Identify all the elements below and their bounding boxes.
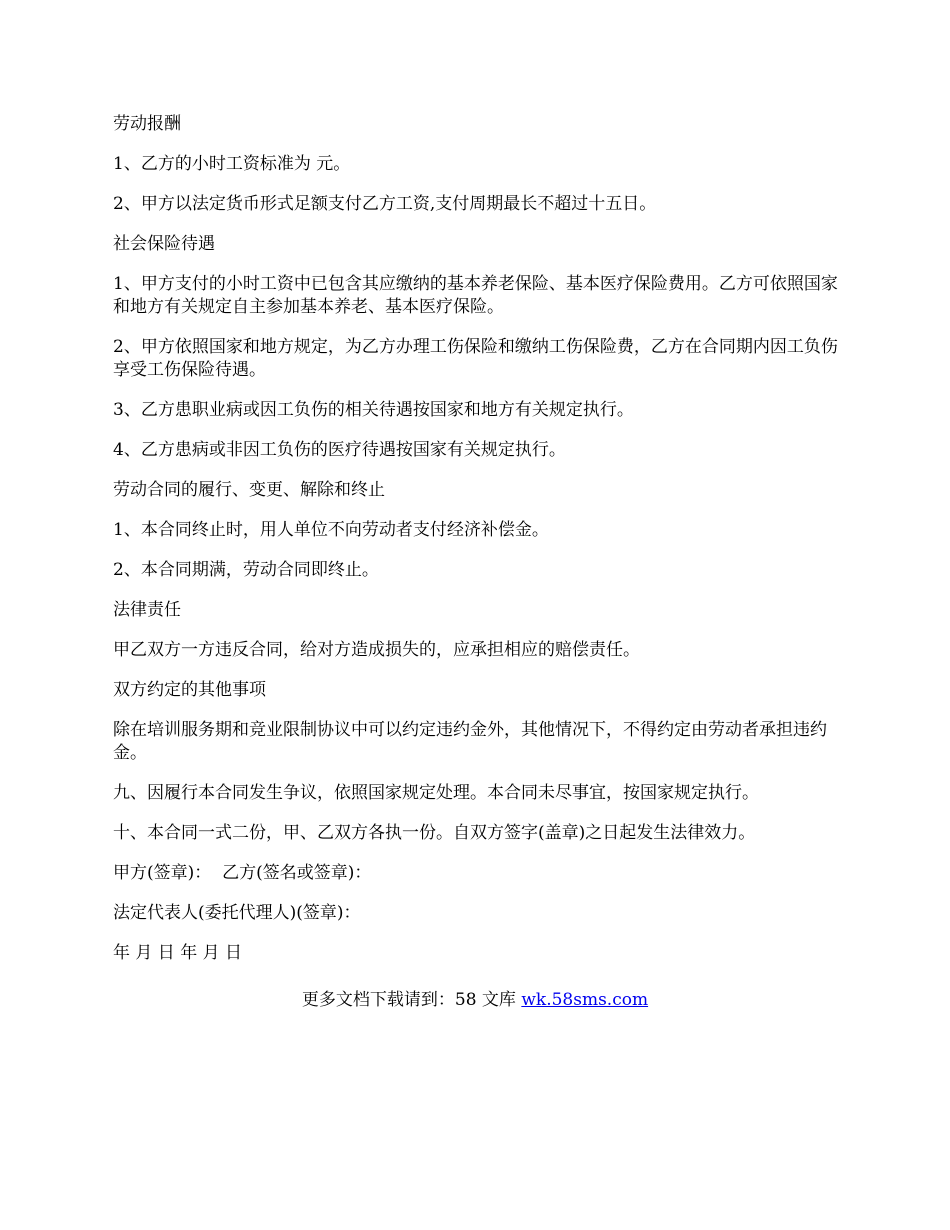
- clause-penalty-restriction: 除在培训服务期和竞业限制协议中可以约定违约金外，其他情况下，不得约定由劳动者承担违约金。: [113, 720, 827, 763]
- clause-pension-medical: 1、甲方支付的小时工资中已包含其应缴纳的基本养老保险、基本医疗保险费用。乙方可依照国家和地方有关规定自主参加基本养老、基本医疗保险。: [113, 274, 838, 317]
- footer-link[interactable]: wk.58sms.com: [521, 990, 649, 1010]
- clause-ten-copies: 十、本合同一式二份，甲、乙双方各执一份。自双方签字(盖章)之日起发生法律效力。: [113, 823, 756, 843]
- section-heading-other-matters: 双方约定的其他事项: [113, 680, 266, 700]
- footer-text: 更多文档下载请到：58 文库: [301, 990, 522, 1010]
- section-heading-legal-liability: 法律责任: [113, 600, 181, 620]
- clause-breach-liability: 甲乙双方一方违反合同，给对方造成损失的，应承担相应的赔偿责任。: [113, 640, 640, 660]
- document-body: [113, 113, 838, 982]
- clause-non-work-illness: 4、乙方患病或非因工负伤的医疗待遇按国家有关规定执行。: [113, 440, 566, 460]
- clause-payment-cycle: 2、甲方以法定货币形式足额支付乙方工资,支付周期最长不超过十五日。: [113, 194, 657, 214]
- clause-occupational-disease: 3、乙方患职业病或因工负伤的相关待遇按国家和地方有关规定执行。: [113, 400, 634, 420]
- clause-nine-disputes: 九、因履行本合同发生争议，依照国家规定处理。本合同未尽事宜，按国家规定执行。: [113, 783, 759, 803]
- section-heading-remuneration: 劳动报酬: [113, 114, 181, 134]
- clause-work-injury-insurance: 2、甲方依照国家和地方规定，为乙方办理工伤保险和缴纳工伤保险费，乙方在合同期内因工负伤享受工伤保险待遇。: [113, 337, 838, 380]
- date-line: 年 月 日 年 月 日: [113, 943, 243, 963]
- clause-expiry: 2、本合同期满，劳动合同即终止。: [113, 560, 379, 580]
- clause-termination-compensation: 1、本合同终止时，用人单位不向劳动者支付经济补偿金。: [113, 520, 549, 540]
- footer: [0, 989, 950, 1012]
- signature-line-parties: 甲方(签章)： 乙方(签名或签章)：: [113, 863, 372, 883]
- signature-line-representative: 法定代表人(委托代理人)(签章)：: [113, 903, 361, 923]
- section-heading-contract-performance: 劳动合同的履行、变更、解除和终止: [113, 480, 385, 500]
- clause-hourly-wage: 1、乙方的小时工资标准为 元。: [113, 154, 351, 174]
- section-heading-social-insurance: 社会保险待遇: [113, 234, 215, 254]
